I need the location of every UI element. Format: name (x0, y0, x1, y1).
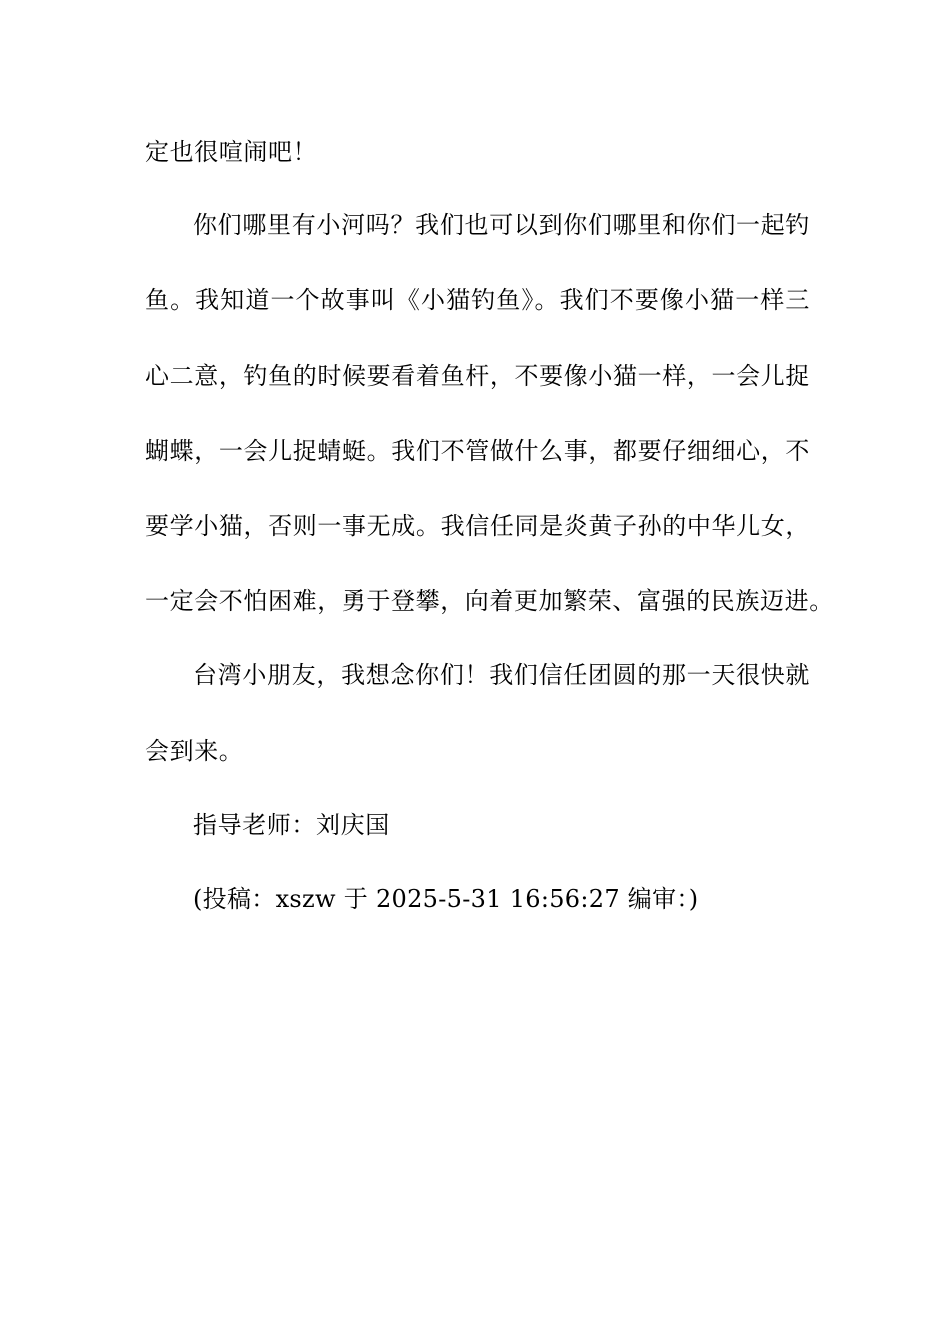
text-line: 心二意，钓鱼的时候要看着鱼杆，不要像小猫一样，一会儿捉 (145, 362, 810, 390)
text-line: 会到来。 (145, 737, 244, 765)
teacher-credit: 指导老师：刘庆国 (193, 811, 390, 839)
text-line: 定也很喧闹吧！ (145, 138, 318, 166)
text-line: 一定会不怕困难，勇于登攀，向着更加繁荣、富强的民族迈进。 (145, 587, 834, 615)
submission-info: (投稿：xszw 于 2025-5-31 16:56:27 编审：) (193, 885, 699, 913)
text-line: 你们哪里有小河吗？我们也可以到你们哪里和你们一起钓 (193, 211, 810, 239)
text-line: 鱼。我知道一个故事叫《小猫钓鱼》。我们不要像小猫一样三 (145, 286, 810, 314)
text-line: 台湾小朋友，我想念你们！我们信任团圆的那一天很快就 (193, 661, 810, 689)
text-line: 蝴蝶，一会儿捉蜻蜓。我们不管做什么事，都要仔细细心，不 (145, 437, 810, 465)
text-line: 要学小猫，否则一事无成。我信任同是炎黄子孙的中华儿女， (145, 512, 810, 540)
